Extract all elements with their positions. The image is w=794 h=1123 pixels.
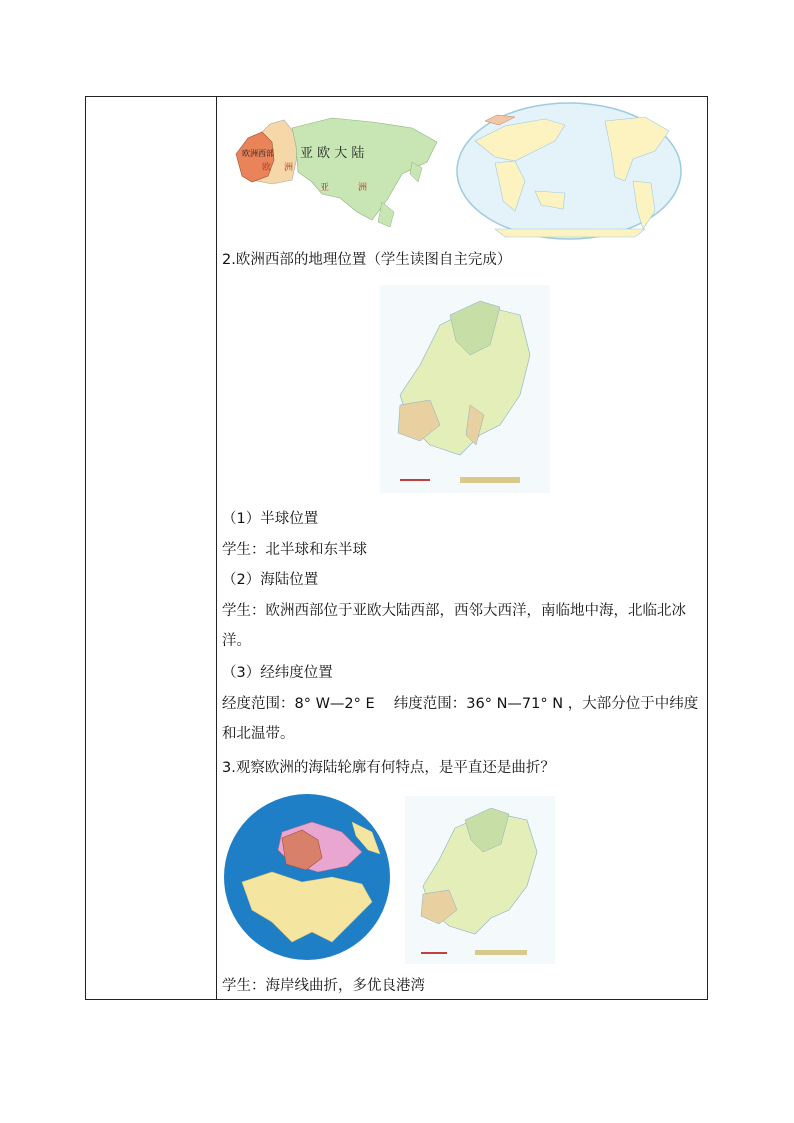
section3-heading: 3.观察欧洲的海陆轮廓有何特点，是平直还是曲折？ [222,760,555,776]
eurasia-label-asia-a: 亚 [320,183,330,193]
europe-relief-map [380,285,550,493]
a3-text: 经度范围：8° W—2° E 纬度范围：36° N—71° N ，大部分位于中纬度和北温带。 [222,696,699,742]
q3-label: （3）经纬度位置 [222,665,333,681]
section3-answer: 学生：海岸线曲折，多优良港湾 [222,978,425,994]
eurasia-map [222,102,447,232]
column-divider [216,97,217,999]
europe-relief-map-2 [405,796,555,964]
world-map-svg [455,101,683,241]
a2-text: 学生：欧洲西部位于亚欧大陆西部，西邻大西洋，南临地中海，北临北冰洋。 [222,603,686,649]
globe-map-svg [222,792,392,962]
eurasia-label-europe-b: 洲 [284,163,294,173]
eurasia-label-west: 欧洲西部 [242,149,274,158]
section2-heading: 2.欧洲西部的地理位置（学生读图自主完成） [222,252,512,268]
europe-relief-map-svg [380,285,550,493]
q1-label: （1）半球位置 [222,511,319,527]
q2-label: （2）海陆位置 [222,572,319,588]
eurasia-title: 亚 欧 大 陆 [300,146,365,161]
a1-text: 学生：北半球和东半球 [222,542,367,558]
globe-map [222,792,392,962]
eurasia-map-svg [222,102,447,232]
eurasia-label-asia-b: 洲 [358,183,368,193]
eurasia-label-europe-a: 欧 [262,163,272,173]
europe-relief-map-2-svg [405,796,555,964]
world-map [455,101,683,241]
